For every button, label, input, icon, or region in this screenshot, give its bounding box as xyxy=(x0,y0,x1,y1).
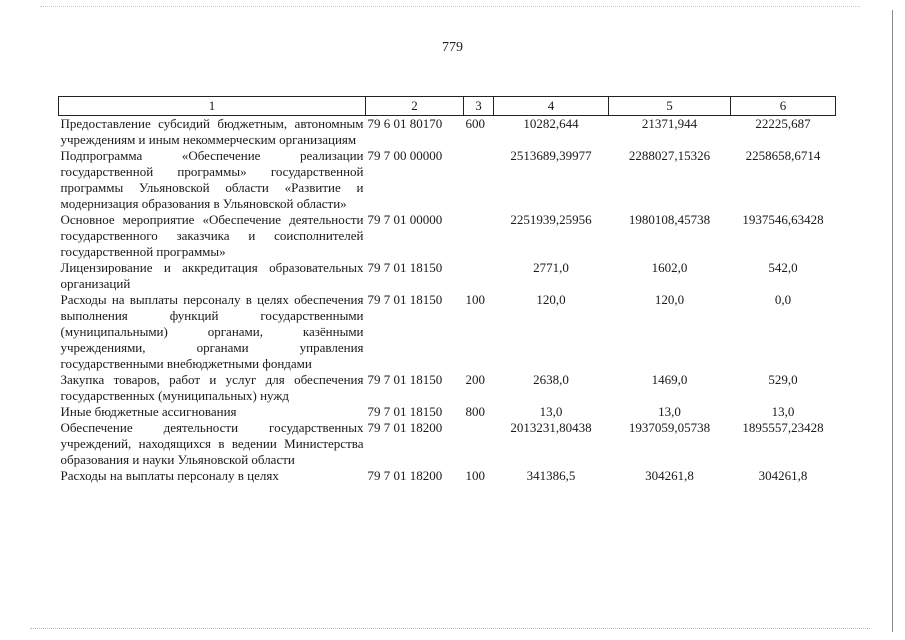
table-row xyxy=(59,260,836,292)
header-col-5: 5 xyxy=(609,97,731,116)
table-row xyxy=(59,420,836,468)
row-value-1: 120,0 xyxy=(536,292,566,307)
row-value-1: 10282,644 xyxy=(523,116,579,131)
table-row xyxy=(59,212,836,260)
row-value-3: 13,0 xyxy=(771,404,795,419)
budget-table xyxy=(58,96,836,484)
row-code: 79 7 01 18150 xyxy=(367,404,443,419)
row-group xyxy=(464,148,494,212)
row-value-3: 1937546,63428 xyxy=(742,212,824,227)
row-value-3: 304261,8 xyxy=(758,468,808,483)
row-value-1: 2251939,25956 xyxy=(510,212,592,227)
row-group: 800 xyxy=(465,404,485,419)
row-name: Расходы на выплаты персоналу в целях xyxy=(60,468,279,483)
row-value-2: 13,0 xyxy=(658,404,681,419)
row-value-1: 2771,0 xyxy=(533,260,569,275)
table-row xyxy=(59,292,836,372)
row-name: Основное мероприятие «Обеспечение деятельности государственного заказчика и соисполнителей государственной программы» xyxy=(60,212,364,259)
row-value-3: 542,0 xyxy=(768,260,798,275)
row-value-2: 1602,0 xyxy=(651,260,688,275)
row-code: 79 7 01 18150 xyxy=(367,260,443,275)
row-value-1: 341386,5 xyxy=(526,468,576,483)
row-name: Подпрограмма «Обеспечение реализации государственной программы» государственной программы Ульяновской области «Развитие и модернизация образования в Ульяновской области» xyxy=(60,148,364,211)
row-code: 79 7 00 00000 xyxy=(367,148,443,163)
table-row xyxy=(59,468,836,484)
row-group: 100 xyxy=(465,292,485,307)
row-value-2: 21371,944 xyxy=(641,116,698,131)
row-code: 79 7 01 18200 xyxy=(367,420,443,435)
row-value-1: 2638,0 xyxy=(533,372,569,387)
row-value-1: 13,0 xyxy=(539,404,563,419)
row-value-2: 120,0 xyxy=(654,292,685,307)
header-col-3: 3 xyxy=(464,97,494,116)
row-name: Обеспечение деятельности государственных учреждений, находящихся в ведении Министерства образования и науки Ульяновской области xyxy=(60,420,364,467)
row-group xyxy=(464,212,494,260)
row-code: 79 7 01 18150 xyxy=(367,292,443,307)
table-row xyxy=(59,372,836,404)
row-value-3: 22225,687 xyxy=(755,116,811,131)
row-value-2: 1469,0 xyxy=(651,372,688,387)
row-value-2: 1937059,05738 xyxy=(628,420,711,435)
header-col-1: 1 xyxy=(59,97,366,116)
row-name: Предоставление субсидий бюджетным, автономным учреждениям и иным некоммерческим организациям xyxy=(60,116,364,147)
table-row xyxy=(59,116,836,149)
row-code: 79 7 01 18200 xyxy=(367,468,443,483)
row-value-2: 304261,8 xyxy=(645,468,694,483)
scan-bottom-edge xyxy=(30,628,870,629)
table-row xyxy=(59,404,836,420)
scan-top-edge xyxy=(40,6,860,7)
row-group: 100 xyxy=(465,468,485,483)
header-col-2: 2 xyxy=(366,97,464,116)
row-group xyxy=(464,420,494,468)
row-value-1: 2013231,80438 xyxy=(510,420,592,435)
scan-right-edge xyxy=(892,10,893,632)
header-col-4: 4 xyxy=(494,97,609,116)
row-name: Расходы на выплаты персоналу в целях обеспечения выполнения функций государственными (муниципальными) органами, казёнными учреждениями, органами управления государственными внебюджетными фондами xyxy=(60,292,364,371)
row-code: 79 7 01 00000 xyxy=(367,212,443,227)
row-code: 79 6 01 80170 xyxy=(367,116,443,131)
row-name: Лицензирование и аккредитация образовательных организаций xyxy=(60,260,364,291)
row-group xyxy=(464,260,494,292)
row-code: 79 7 01 18150 xyxy=(367,372,443,387)
row-value-3: 2258658,6714 xyxy=(745,148,821,163)
header-col-6: 6 xyxy=(731,97,836,116)
row-value-3: 0,0 xyxy=(774,292,792,307)
row-name: Иные бюджетные ассигнования xyxy=(60,404,237,419)
table-header-row xyxy=(59,97,836,116)
row-value-3: 1895557,23428 xyxy=(742,420,824,435)
row-group: 200 xyxy=(465,372,485,387)
row-value-3: 529,0 xyxy=(768,372,798,387)
row-group: 600 xyxy=(465,116,485,131)
page-number: 779 xyxy=(442,40,463,55)
row-name: Закупка товаров, работ и услуг для обеспечения государственных (муниципальных) нужд xyxy=(60,372,364,403)
row-value-2: 1980108,45738 xyxy=(628,212,711,227)
row-value-1: 2513689,39977 xyxy=(510,148,592,163)
row-value-2: 2288027,15326 xyxy=(628,148,711,163)
table-row xyxy=(59,148,836,212)
